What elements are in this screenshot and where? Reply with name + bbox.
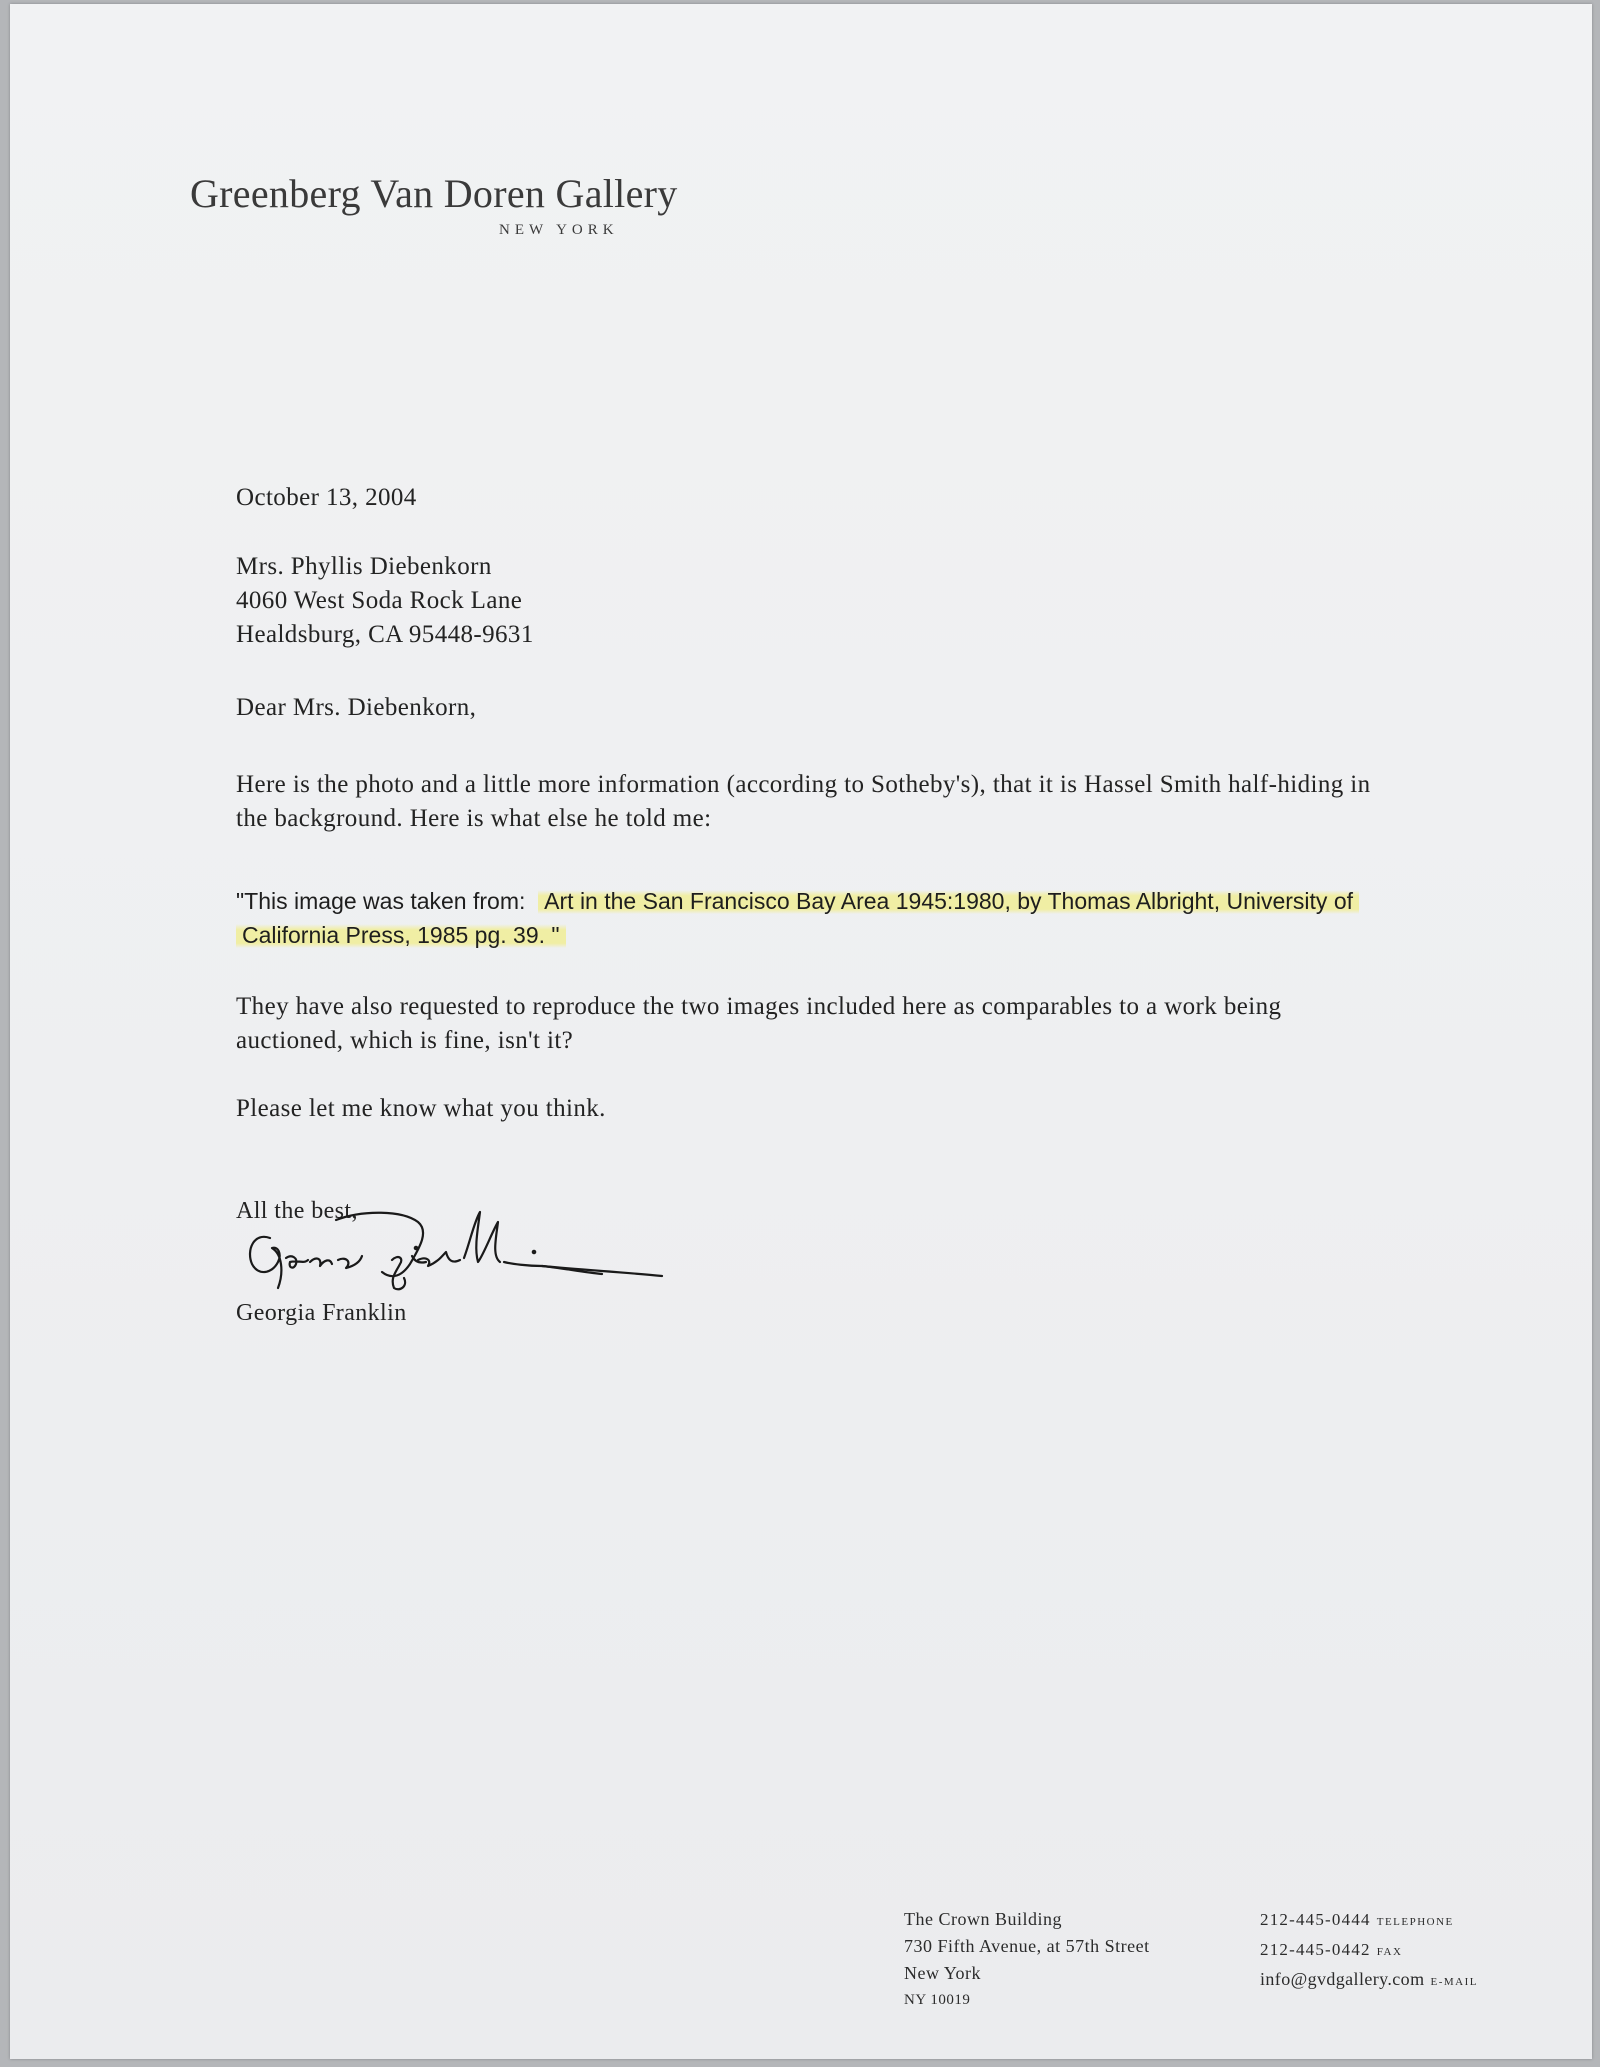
quote-lead: "This image was taken from:	[236, 888, 526, 914]
footer-city: New York	[904, 1963, 982, 1983]
paragraph-request-reply: Please let me know what you think.	[236, 1095, 606, 1122]
highlighted-citation: Art in the San Francisco Bay Area 1945:1980, by Thomas Albright, University of California Press, 1985 pg. 39. "	[236, 888, 1359, 948]
salutation: Dear Mrs. Diebenkorn,	[236, 694, 477, 721]
telephone-number: 212-445-0444	[1260, 1910, 1371, 1929]
closing: All the best,	[236, 1198, 358, 1224]
paragraph-intro: Here is the photo and a little more information (according to Sotheby's), that it is Hassel Smith half-hiding in the background. Here is what else he told me:	[236, 771, 1371, 832]
footer-state-zip: NY 10019	[904, 1992, 971, 2008]
fax-label: FAX	[1376, 1946, 1403, 1958]
fax-number: 212-445-0442	[1260, 1940, 1371, 1959]
recipient-city: Healdsburg, CA 95448-9631	[236, 621, 534, 648]
footer-email-row	[1260, 1966, 1478, 1996]
footer-telephone-row	[1260, 1906, 1478, 1936]
footer-fax-row	[1260, 1936, 1478, 1966]
telephone-label: TELEPHONE	[1376, 1916, 1454, 1928]
email-label: E-MAIL	[1430, 1976, 1478, 1988]
letter-date: October 13, 2004	[236, 484, 417, 511]
footer-street: 730 Fifth Avenue, at 57th Street	[904, 1936, 1150, 1956]
letterhead-city: NEW YORK	[499, 222, 619, 238]
footer-contact	[1260, 1906, 1478, 1996]
footer-address	[904, 1906, 1150, 2014]
signer-name: Georgia Franklin	[236, 1300, 407, 1326]
footer-building: The Crown Building	[904, 1909, 1062, 1929]
letterhead-gallery-name: Greenberg Van Doren Gallery	[190, 171, 678, 216]
footer-city-line	[904, 1960, 1150, 2014]
handwritten-signature	[242, 1202, 762, 1298]
letter-page	[10, 4, 1592, 2059]
recipient-street: 4060 West Soda Rock Lane	[236, 587, 523, 614]
recipient-address	[236, 550, 1396, 652]
recipient-name: Mrs. Phyllis Diebenkorn	[236, 553, 492, 580]
email-address: info@gvdgallery.com	[1260, 1969, 1425, 1989]
quote-block	[236, 884, 1386, 952]
paragraph-reproduction-request: They have also requested to reproduce the two images included here as comparables to a work being auctioned, which is fine, isn't it?	[236, 993, 1282, 1054]
